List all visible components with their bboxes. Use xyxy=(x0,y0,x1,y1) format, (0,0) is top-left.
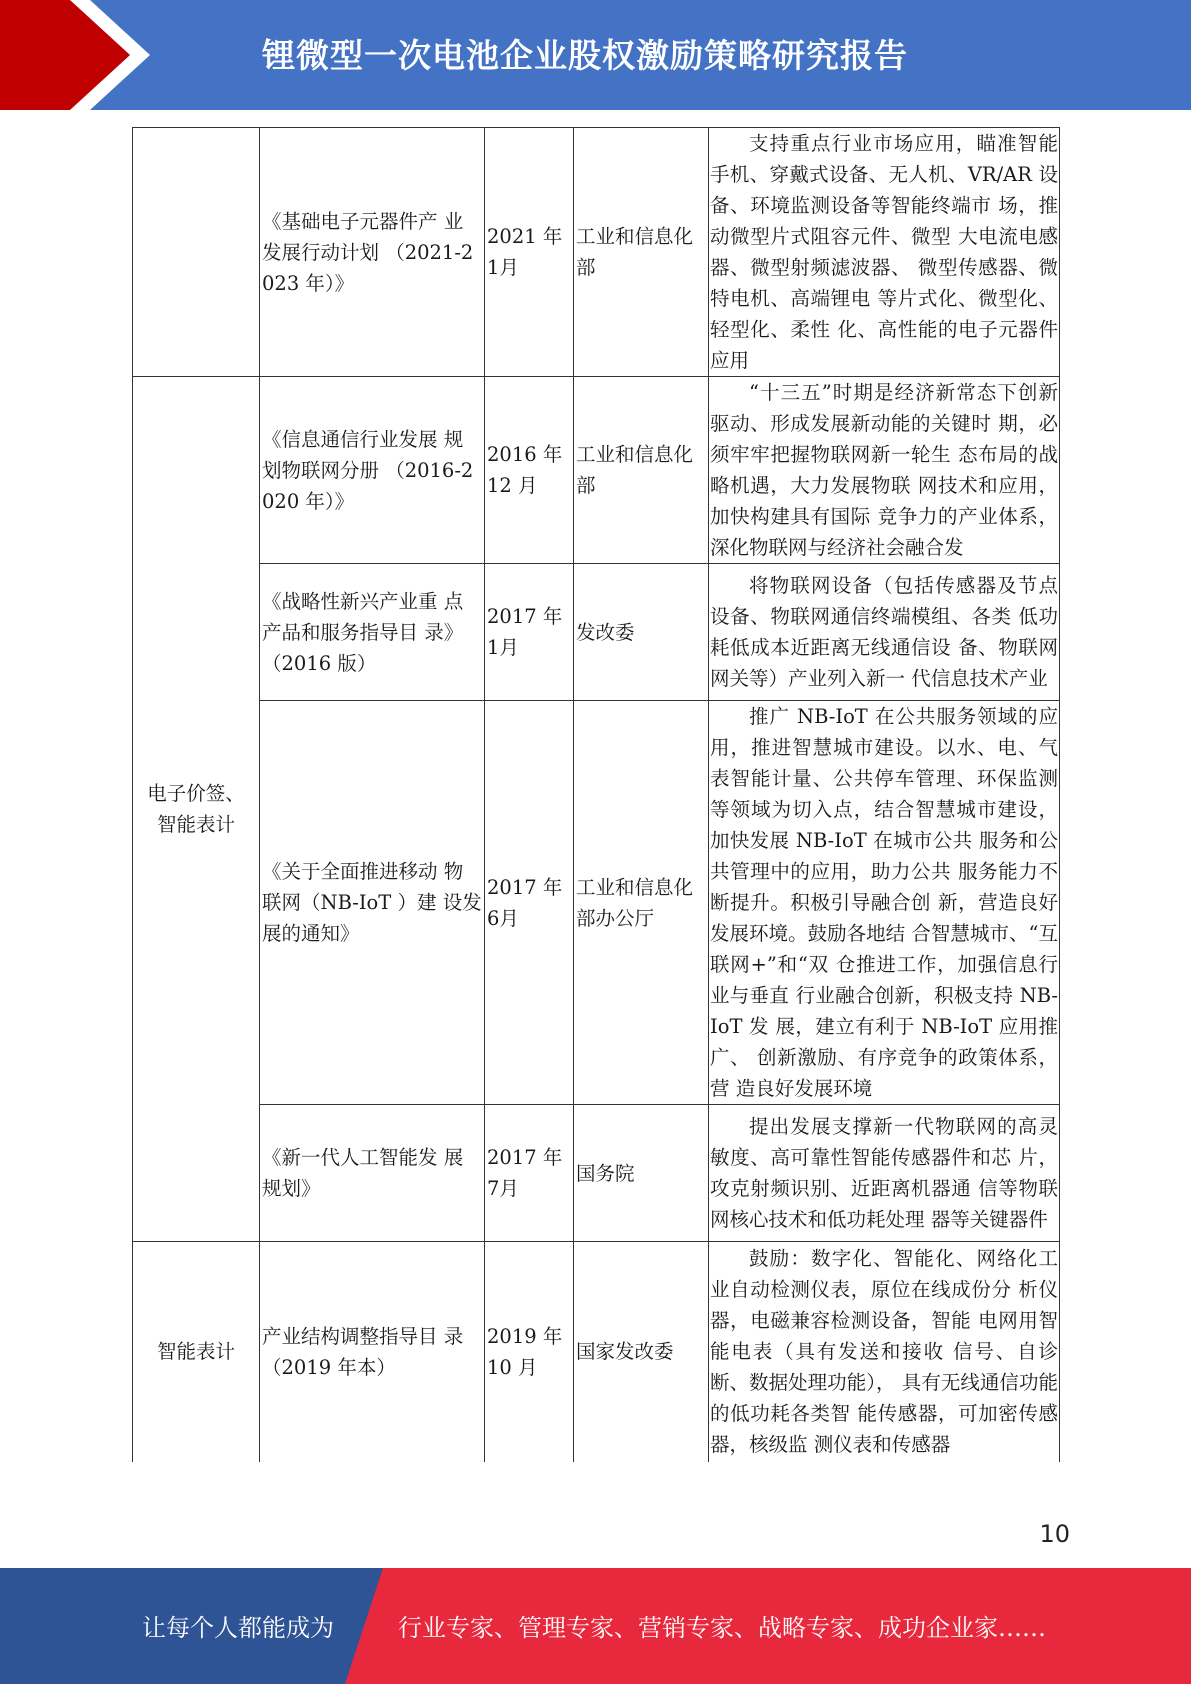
category-cell xyxy=(133,128,260,377)
date-cell: 2021 年 1月 xyxy=(485,128,574,377)
policy-name-cell: 产业结构调整指导目 录（2019 年本） xyxy=(260,1242,485,1462)
description-cell: 提出发展支撑新一代物联网的高灵敏度、高可靠性智能传感器件和芯 片，攻克射频识别、近距离机器通 信等物联网核心技术和低功耗处理 器等关键器件 xyxy=(709,1105,1060,1242)
description-cell: 鼓励：数字化、智能化、网络化工业自动检测仪表，原位在线成份分 析仪器，电磁兼容检测设备，智能 电网用智能电表（具有发送和接收 信号、自诊断、数据处理功能）， 具有无线通信功能的低功耗各类智 能传感器，可加密传感器，核级监 测仪表和传感器 xyxy=(709,1242,1060,1462)
description-cell: “十三五”时期是经济新常态下创新驱动、形成发展新动能的关键时 期，必须牢牢把握物联网新一轮生 态布局的战略机遇，大力发展物联 网技术和应用，加快构建具有国际 竞争力的产业体系，深化物联网与经济社会融合发 xyxy=(709,377,1060,564)
page-header xyxy=(0,0,1191,110)
date-cell: 2017 年 7月 xyxy=(485,1105,574,1242)
date-cell: 2016 年 12 月 xyxy=(485,377,574,564)
policy-name-cell: 《新一代人工智能发 展规划》 xyxy=(260,1105,485,1242)
footer-slogan-right: 行业专家、管理专家、营销专家、战略专家、成功企业家…… xyxy=(398,1614,1046,1642)
table-row xyxy=(133,128,1060,377)
date-cell: 2019 年 10 月 xyxy=(485,1242,574,1462)
department-cell: 发改委 xyxy=(574,564,709,701)
department-cell: 国务院 xyxy=(574,1105,709,1242)
description-cell: 将物联网设备（包括传感器及节点设备、物联网通信终端模组、各类 低功耗低成本近距离无线通信设 备、物联网网关等）产业列入新一 代信息技术产业 xyxy=(709,564,1060,701)
category-cell: 智能表计 xyxy=(133,1242,260,1462)
table-row xyxy=(133,564,1060,701)
department-cell: 工业和信息化部办公厅 xyxy=(574,701,709,1105)
table-row xyxy=(133,701,1060,1105)
description-cell: 推广 NB-IoT 在公共服务领域的应用，推进智慧城市建设。以水、电、气表智能计量、公共停车管理、环保监测等领域为切入点，结合智慧城市建设，加快发展 NB-IoT 在城市公共 服务和公共管理中的应用，助力公共 服务能力不断提升。积极引导融合创 新，营造良好发展环境。鼓励各地结 合智慧城市、“互联网+”和“双 仓推进工作，加强信息行业与垂直 行业融合创新，积极支持 NB-IoT 发 展，建立有利于 NB-IoT 应用推广、 创新激励、有序竞争的政策体系，营 造良好发展环境 xyxy=(709,701,1060,1105)
policy-name-cell: 《关于全面推进移动 物联网（NB-IoT ）建 设发展的通知》 xyxy=(260,701,485,1105)
report-title: 锂微型一次电池企业股权激励策略研究报告 xyxy=(262,36,908,75)
department-cell: 工业和信息化部 xyxy=(574,377,709,564)
policy-name-cell: 《战略性新兴产业重 点产品和服务指导目 录》（2016 版） xyxy=(260,564,485,701)
date-cell: 2017 年 1月 xyxy=(485,564,574,701)
footer-slogan-left: 让每个人都能成为 xyxy=(142,1614,334,1642)
page-footer xyxy=(0,1568,1191,1684)
policy-table xyxy=(132,127,1060,1462)
department-cell: 国家发改委 xyxy=(574,1242,709,1462)
table-row xyxy=(133,377,1060,564)
category-cell: 电子价签、 智能表计 xyxy=(133,377,260,1242)
policy-name-cell: 《基础电子元器件产 业发展行动计划 （2021-2023 年）》 xyxy=(260,128,485,377)
table-row xyxy=(133,1242,1060,1462)
header-arrow-icon xyxy=(0,0,160,110)
description-cell: 支持重点行业市场应用，瞄准智能手机、穿戴式设备、无人机、VR/AR 设备、环境监测设备等智能终端市 场，推动微型片式阻容元件、微型 大电流电感器、微型射频滤波器、 微型传感器、微特电机、高端锂电 等片式化、微型化、轻型化、柔性 化、高性能的电子元器件应用 xyxy=(709,128,1060,377)
page-number: 10 xyxy=(1039,1520,1070,1548)
policy-name-cell: 《信息通信行业发展 规划物联网分册 （2016-2020 年）》 xyxy=(260,377,485,564)
table-row xyxy=(133,1105,1060,1242)
department-cell: 工业和信息化部 xyxy=(574,128,709,377)
date-cell: 2017 年 6月 xyxy=(485,701,574,1105)
